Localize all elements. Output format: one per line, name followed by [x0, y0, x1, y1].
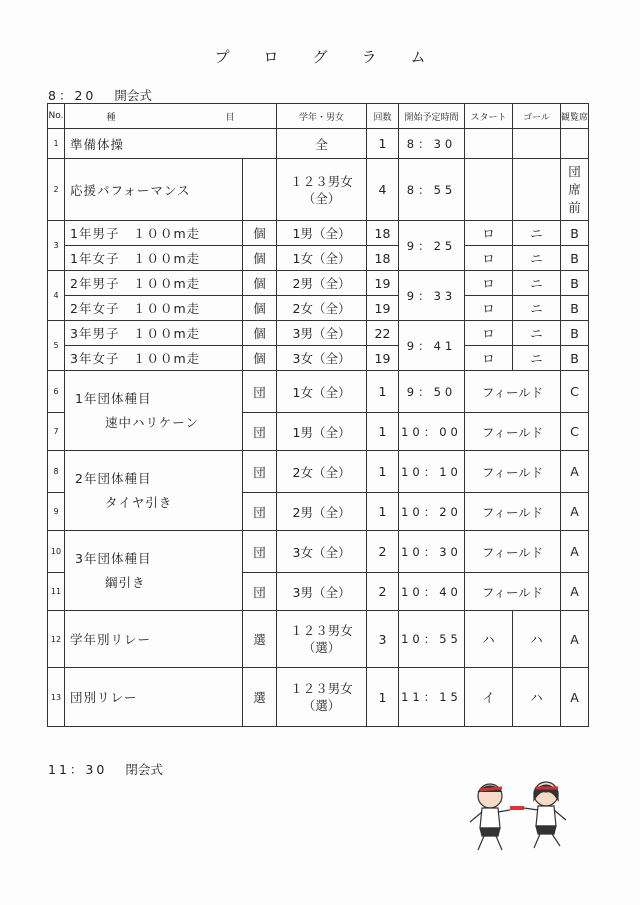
table-row: 2年女子 １００m走 個 2女（全） 19 ロ ニ B — [48, 296, 589, 321]
closing-time: 11：30 — [48, 762, 108, 777]
header-event: 種 目 — [65, 104, 277, 129]
table-row: 1年女子 １００m走 個 1女（全） 18 ロ ニ B — [48, 246, 589, 271]
event-name: 応援パフォーマンス — [65, 159, 243, 221]
opening-time: 8：20 — [48, 88, 97, 103]
table-row: 2 応援パフォーマンス １２３男女 （全） 4 8：55 団席前 — [48, 159, 589, 221]
table-row: 7 団 1男（全） 1 10：00 フィールド C — [48, 413, 589, 451]
event-name: 準備体操 — [65, 129, 277, 159]
table-row: 9 団 2男（全） 1 10：20 フィールド A — [48, 493, 589, 531]
table-row: 11 団 3男（全） 2 10：40 フィールド A — [48, 573, 589, 611]
header-goal: ゴール — [513, 104, 561, 129]
relay-runners-illustration — [462, 770, 582, 860]
header-no: No. — [48, 104, 65, 129]
runner-left — [470, 784, 510, 850]
opening-label: 開会式 — [114, 88, 152, 103]
table-row: 10 3年団体種目 綱引き 団 3女（全） 2 10：30 フィールド A — [48, 531, 589, 573]
table-row: 3年女子 １００m走 個 3女（全） 19 ロ ニ B — [48, 346, 589, 371]
program-table — [47, 103, 589, 727]
page-title: プ ロ グ ラ ム — [214, 48, 426, 66]
group-event: 1年団体種目 速中ハリケーン — [65, 371, 243, 451]
header-count: 回数 — [367, 104, 399, 129]
header-row — [48, 104, 589, 129]
table-row: 12 学年別リレー 選 １２３男女 （選） 3 10：55 ハ ハ A — [48, 611, 589, 668]
group-event: 2年団体種目 タイヤ引き — [65, 451, 243, 531]
seat-cell: 団席前 — [561, 159, 589, 221]
table-row: 8 2年団体種目 タイヤ引き 団 2女（全） 1 10：10 フィールド A — [48, 451, 589, 493]
baton — [510, 806, 524, 810]
header-seat: 観覧席 — [561, 104, 589, 129]
table-row: 4 2年男子 １００m走 個 2男（全） 19 9：33 ロ ニ B — [48, 271, 589, 296]
table-row: 6 1年団体種目 速中ハリケーン 団 1女（全） 1 9：50 フィールド C — [48, 371, 589, 413]
closing-ceremony — [48, 760, 163, 778]
group-event: 3年団体種目 綱引き — [65, 531, 243, 611]
header-start-time: 開始予定時間 — [399, 104, 465, 129]
opening-ceremony — [48, 86, 152, 104]
runner-right — [524, 782, 566, 848]
header-start: スタート — [465, 104, 513, 129]
table-row: 1 準備体操 全 1 8：30 — [48, 129, 589, 159]
table-row: 5 3年男子 １００m走 個 3男（全） 22 9：41 ロ ニ B — [48, 321, 589, 346]
table-row: 3 1年男子 １００m走 個 1男（全） 18 9：25 ロ ニ B — [48, 221, 589, 246]
closing-label: 閉会式 — [125, 762, 163, 777]
table-row: 13 団別リレー 選 １２３男女 （選） 1 11：15 イ ハ A — [48, 668, 589, 727]
header-grade: 学年・男女 — [277, 104, 367, 129]
